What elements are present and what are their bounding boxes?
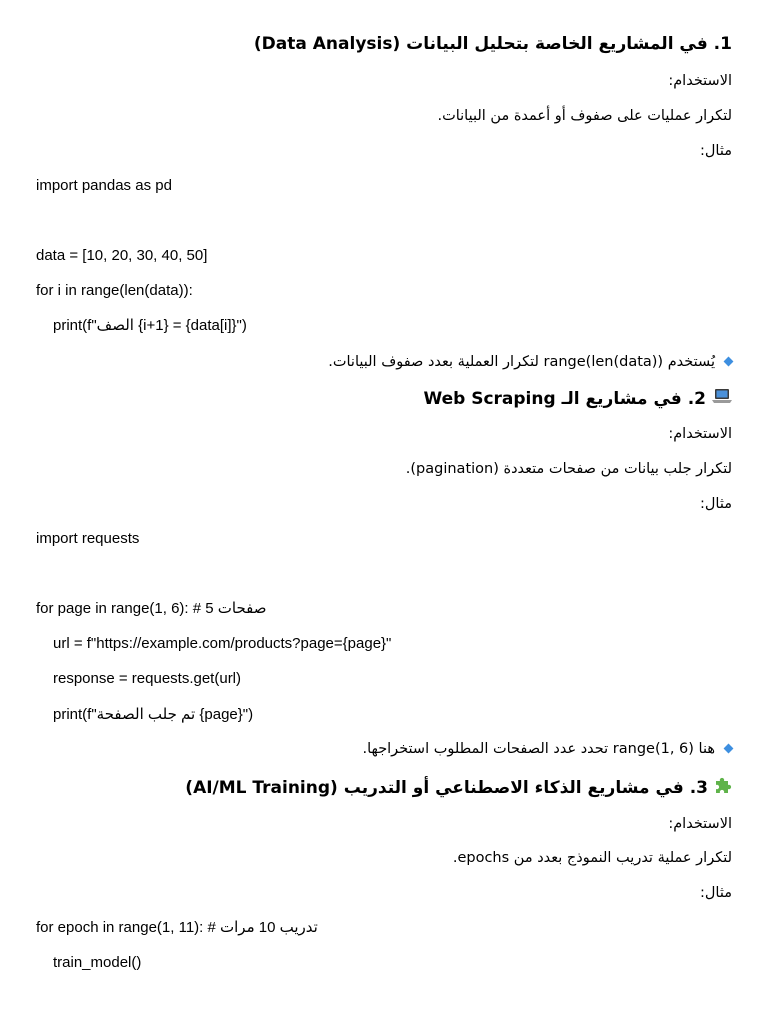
code-line: import requests (36, 530, 140, 547)
code-line: print(f"تم جلب الصفحة {page}") (53, 706, 254, 723)
section-3-usage-text: لتكرار عملية تدريب النموذج بعدد من epochs. (452, 850, 732, 866)
section-3-usage-label: الاستخدام: (668, 816, 732, 832)
section-1-usage-text: لتكرار عمليات على صفوف أو أعمدة من البيانات. (437, 108, 732, 124)
puzzle-icon (714, 776, 732, 800)
section-2-heading: 2. في مشاريع الـ Web Scraping (423, 388, 732, 410)
section-1-heading: 1. في المشاريع الخاصة بتحليل البيانات (Data Analysis) (253, 34, 732, 54)
code-line: response = requests.get(url) (53, 670, 242, 687)
section-1-usage-label: الاستخدام: (668, 73, 732, 89)
diamond-bullet-icon (724, 356, 734, 366)
section-2-usage-text: لتكرار جلب بيانات من صفحات متعددة (pagination). (405, 461, 732, 477)
code-line: import pandas as pd (36, 177, 172, 194)
code-line: for page in range(1, 6): # 5 صفحات (36, 600, 267, 617)
code-line: print(f"الصف {i+1} = {data[i]}") (53, 317, 247, 334)
code-line: data = [10, 20, 30, 40, 50] (36, 247, 208, 264)
code-line: url = f"https://example.com/products?page={page}" (53, 635, 392, 652)
laptop-icon (712, 388, 732, 410)
diamond-bullet-icon (724, 743, 734, 753)
section-2-usage-label: الاستخدام: (668, 426, 732, 442)
section-2-note: هنا range(1, 6) تحدد عدد الصفحات المطلوب استخراجها. (362, 738, 732, 760)
section-3-heading: 3. في مشاريع الذكاء الاصطناعي أو التدريب (AI/ML Training) (185, 776, 732, 800)
code-line: train_model() (53, 954, 142, 971)
code-line: for epoch in range(1, 11): # تدريب 10 مرات (36, 919, 318, 936)
section-1-example-label: مثال: (700, 143, 732, 159)
code-line: for i in range(len(data)): (36, 282, 193, 299)
section-2-example-label: مثال: (700, 496, 732, 512)
section-1-note: يُستخدم range(len(data)) لتكرار العملية بعدد صفوف البيانات. (328, 351, 732, 373)
section-3-example-label: مثال: (700, 885, 732, 901)
